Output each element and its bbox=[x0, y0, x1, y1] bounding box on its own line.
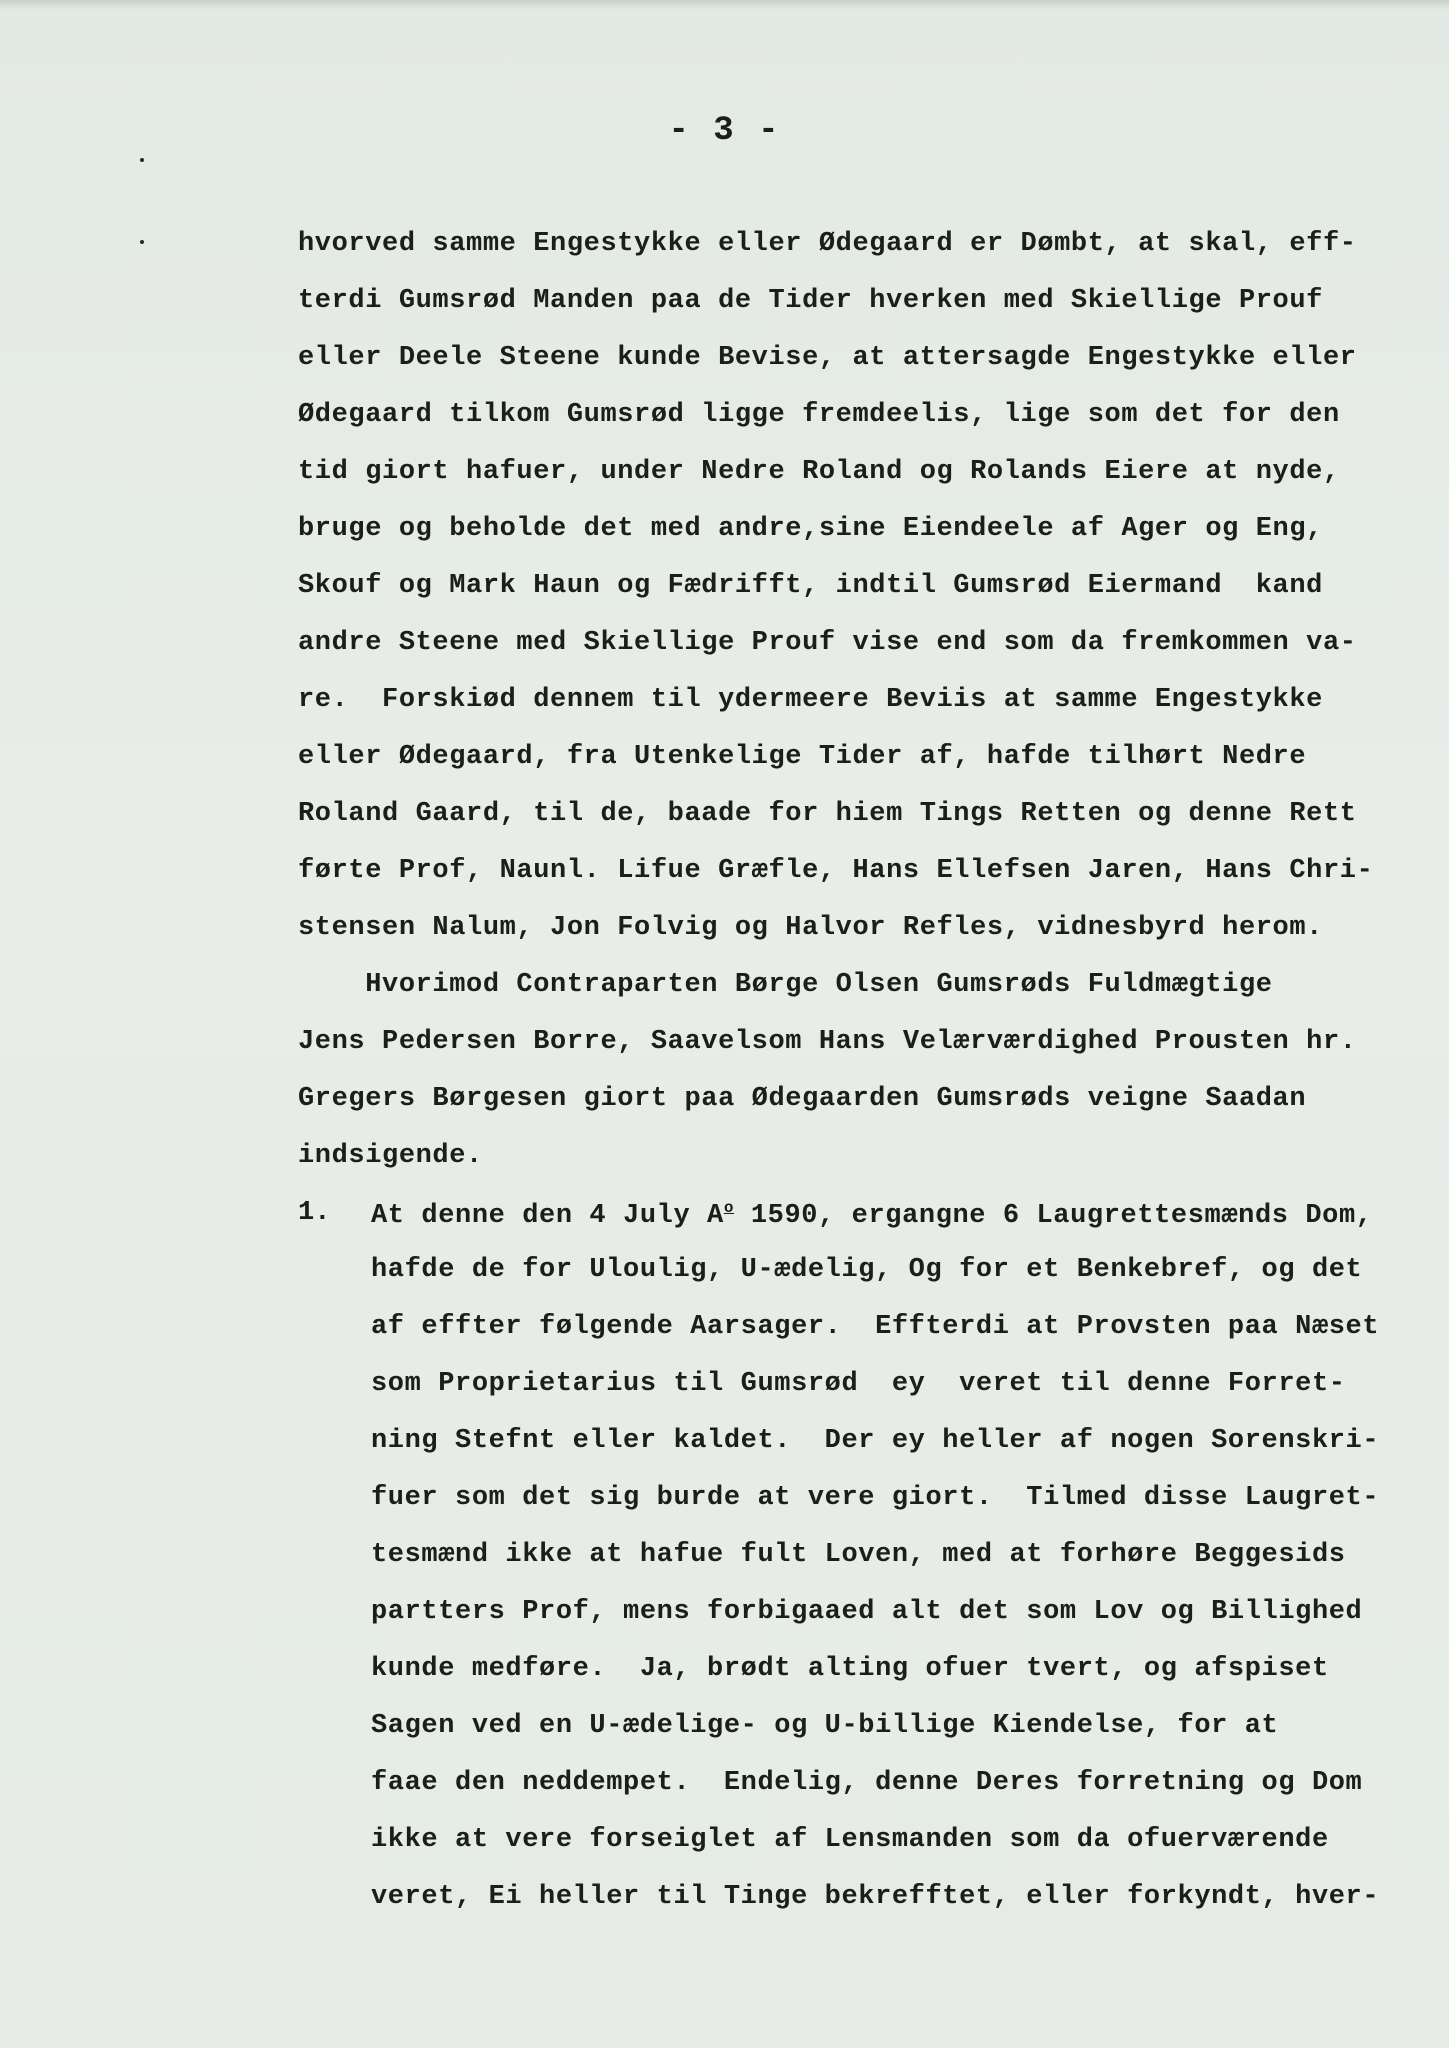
text-line bbox=[371, 1200, 1373, 1230]
text-line: ikke at vere forseiglet af Lensmanden som da ofuerværende bbox=[371, 1825, 1329, 1855]
text-line: hvorved samme Engestykke eller Ødegaard er Dømbt, at skal, eff- bbox=[298, 229, 1357, 259]
text-line: andre Steene med Skiellige Prouf vise end som da fremkommen va- bbox=[298, 628, 1357, 658]
text-line: partters Prof, mens forbigaaed alt det som Lov og Billighed bbox=[371, 1597, 1363, 1627]
text-line: Roland Gaard, til de, baade for hiem Tings Retten og denne Rett bbox=[298, 799, 1357, 829]
text-line: ning Stefnt eller kaldet. Der ey heller af nogen Sorenskri- bbox=[371, 1426, 1380, 1456]
text-line: som Proprietarius til Gumsrød ey veret til denne Forret- bbox=[371, 1369, 1346, 1399]
text-line: tid giort hafuer, under Nedre Roland og Rolands Eiere at nyde, bbox=[298, 457, 1340, 487]
page-number: - 3 - bbox=[668, 112, 781, 150]
text-segment: At denne den 4 July A bbox=[371, 1201, 724, 1231]
text-line: kunde medføre. Ja, brødt alting ofuer tvert, og afspiset bbox=[371, 1654, 1329, 1684]
list-marker: 1. bbox=[298, 1198, 331, 1228]
text-line: Ødegaard tilkom Gumsrød ligge fremdeelis, lige som det for den bbox=[298, 400, 1340, 430]
text-line: fuer som det sig burde at vere giort. Tilmed disse Laugret- bbox=[371, 1483, 1380, 1513]
margin-mark bbox=[140, 158, 144, 162]
text-line: tesmænd ikke at hafue fult Loven, med at forhøre Beggesids bbox=[371, 1540, 1346, 1570]
text-line: hafde de for Uloulig, U-ædelig, Og for et Benkebref, og det bbox=[371, 1255, 1363, 1285]
margin-mark bbox=[140, 240, 144, 244]
text-line: eller Deele Steene kunde Bevise, at attersagde Engestykke eller bbox=[298, 343, 1357, 373]
text-line: faae den neddempet. Endelig, denne Deres forretning og Dom bbox=[371, 1768, 1363, 1798]
text-line: af effter følgende Aarsager. Effterdi at Provsten paa Næset bbox=[371, 1312, 1380, 1342]
text-line: førte Prof, Naunl. Lifue Græfle, Hans Ellefsen Jaren, Hans Chri- bbox=[298, 856, 1374, 886]
text-line: re. Forskiød dennem til ydermeere Beviis at samme Engestykke bbox=[298, 685, 1323, 715]
text-line: bruge og beholde det med andre,sine Eiendeele af Ager og Eng, bbox=[298, 514, 1323, 544]
text-line: stensen Nalum, Jon Folvig og Halvor Refles, vidnesbyrd herom. bbox=[298, 913, 1323, 943]
text-line: Gregers Børgesen giort paa Ødegaarden Gumsrøds veigne Saadan bbox=[298, 1084, 1307, 1114]
text-line: eller Ødegaard, fra Utenkelige Tider af, hafde tilhørt Nedre bbox=[298, 742, 1307, 772]
text-line: terdi Gumsrød Manden paa de Tider hverken med Skiellige Prouf bbox=[298, 286, 1323, 316]
text-line: Jens Pedersen Borre, Saavelsom Hans Velærværdighed Prousten hr. bbox=[298, 1027, 1357, 1057]
text-line: veret, Ei heller til Tinge bekrefftet, eller forkyndt, hver- bbox=[371, 1882, 1380, 1912]
text-line: Skouf og Mark Haun og Fædrifft, indtil Gumsrød Eiermand kand bbox=[298, 571, 1323, 601]
text-segment: 1590, ergangne 6 Laugrettesmænds Dom, bbox=[734, 1201, 1373, 1231]
scan-top-edge bbox=[0, 0, 1449, 10]
text-line: Hvorimod Contraparten Børge Olsen Gumsrøds Fuldmægtige bbox=[298, 970, 1273, 1000]
text-line: Sagen ved en U-ædelige- og U-billige Kiendelse, for at bbox=[371, 1711, 1279, 1741]
text-line: indsigende. bbox=[298, 1141, 483, 1171]
superscript: o bbox=[723, 1199, 735, 1217]
